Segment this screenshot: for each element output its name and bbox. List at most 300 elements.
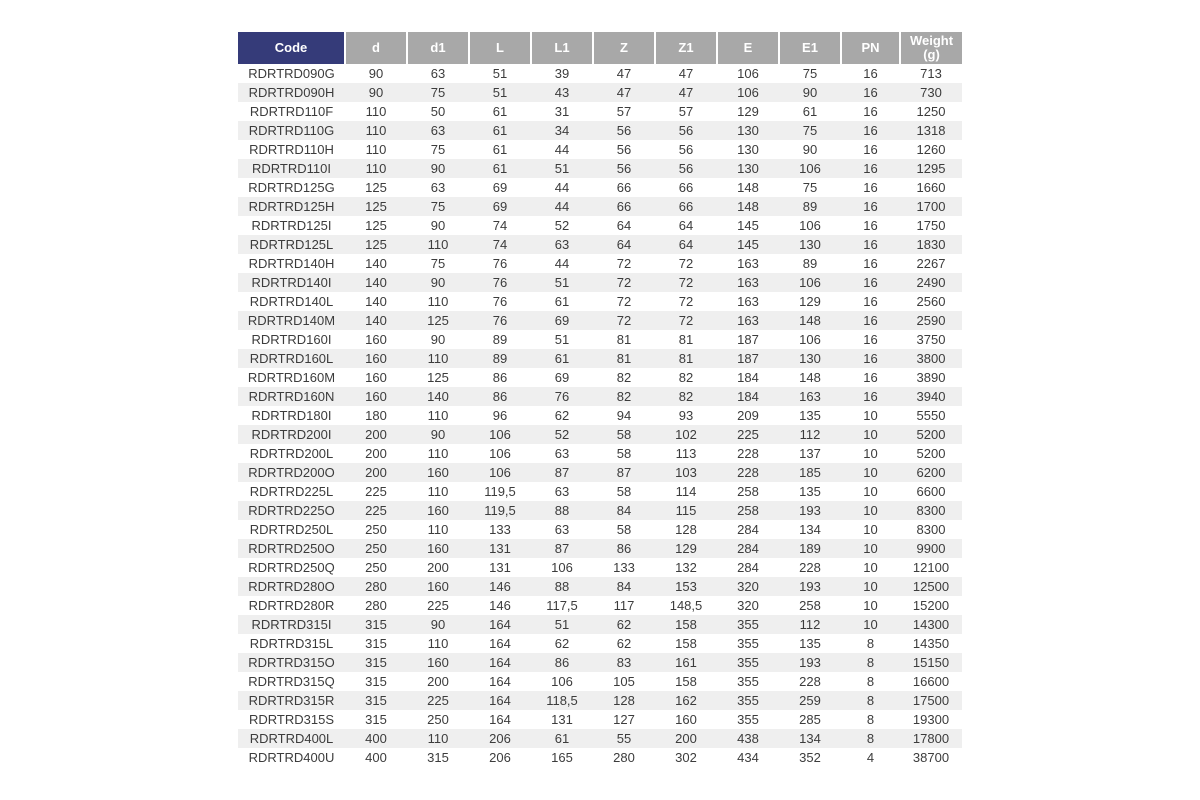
value-cell: 55 [616,731,632,746]
value-cell: 6600 [916,484,946,499]
value-cell: 81 [616,351,632,366]
value-cell: 47 [678,85,694,100]
value-cell: 148 [799,370,821,385]
value-cell: 730 [920,85,942,100]
value-cell: 75 [430,256,446,271]
value-cell: 146 [489,598,511,613]
value-cell: 148 [799,313,821,328]
value-cell: 2590 [916,313,946,328]
value-cell: 44 [554,256,570,271]
value-cell: 8 [866,655,875,670]
table-row [238,349,962,368]
value-cell: 114 [675,484,697,499]
value-cell: 72 [678,294,694,309]
value-cell: 12500 [912,579,950,594]
value-cell: 82 [678,389,694,404]
table-row [238,710,962,729]
value-cell: 72 [678,275,694,290]
value-cell: 90 [430,617,446,632]
value-cell: 284 [737,541,759,556]
value-cell: 315 [365,712,387,727]
code-cell: RDRTRD280R [248,598,335,613]
value-cell: 200 [427,560,449,575]
value-cell: 1260 [916,142,946,157]
value-cell: 164 [489,712,511,727]
value-cell: 315 [365,655,387,670]
value-cell: 106 [551,674,573,689]
value-cell: 160 [427,579,449,594]
code-cell: RDRTRD140M [247,313,336,328]
value-cell: 258 [799,598,821,613]
value-cell: 164 [489,617,511,632]
value-cell: 315 [365,636,387,651]
value-cell: 355 [737,655,759,670]
table-row [238,558,962,577]
value-cell: 2267 [916,256,946,271]
code-cell: RDRTRD315I [251,617,332,632]
value-cell: 184 [737,370,759,385]
value-cell: 16 [863,294,878,309]
value-cell: 8 [866,674,875,689]
value-cell: 130 [799,351,821,366]
value-cell: 69 [554,370,570,385]
value-cell: 113 [675,446,697,461]
value-cell: 125 [427,370,449,385]
value-cell: 320 [737,598,759,613]
value-cell: 2490 [916,275,946,290]
value-cell: 209 [737,408,759,423]
column-header-z1: Z1 [655,32,717,64]
value-cell: 140 [365,256,387,271]
value-cell: 133 [613,560,635,575]
column-header-weight: Weight (g) [900,32,962,64]
table-row [238,254,962,273]
value-cell: 62 [616,617,632,632]
table-row [238,444,962,463]
value-cell: 225 [427,598,449,613]
value-cell: 16 [863,275,878,290]
value-cell: 89 [802,256,818,271]
value-cell: 5200 [916,446,946,461]
value-cell: 112 [799,617,821,632]
value-cell: 140 [365,294,387,309]
value-cell: 145 [737,237,759,252]
value-cell: 352 [799,750,821,765]
value-cell: 1318 [916,123,946,138]
value-cell: 110 [427,237,449,252]
value-cell: 280 [365,598,387,613]
value-cell: 158 [675,636,697,651]
value-cell: 56 [616,161,632,176]
code-cell: RDRTRD110I [252,161,331,176]
code-cell: RDRTRD090H [248,85,335,100]
value-cell: 66 [616,199,632,214]
code-cell: RDRTRD200I [251,427,332,442]
table-row [238,102,962,121]
value-cell: 16 [863,161,878,176]
value-cell: 14350 [912,636,950,651]
value-cell: 10 [863,598,878,613]
value-cell: 34 [554,123,570,138]
value-cell: 225 [427,693,449,708]
value-cell: 72 [616,275,632,290]
value-cell: 44 [554,199,570,214]
value-cell: 57 [678,104,694,119]
table-row [238,748,962,767]
value-cell: 16 [863,351,878,366]
value-cell: 228 [799,674,821,689]
value-cell: 39 [554,66,570,81]
value-cell: 58 [616,522,632,537]
value-cell: 51 [554,275,570,290]
code-cell: RDRTRD315S [248,712,334,727]
code-cell: RDRTRD090G [248,66,335,81]
value-cell: 66 [678,180,694,195]
value-cell: 10 [863,560,878,575]
value-cell: 134 [799,731,821,746]
table-row [238,197,962,216]
value-cell: 160 [427,465,449,480]
code-cell: RDRTRD160I [251,332,332,347]
dimensions-table [238,32,962,767]
value-cell: 225 [365,484,387,499]
value-cell: 164 [489,693,511,708]
value-cell: 103 [675,465,697,480]
value-cell: 82 [616,389,632,404]
value-cell: 10 [863,446,878,461]
value-cell: 86 [492,370,508,385]
column-header-l1: L1 [531,32,593,64]
value-cell: 315 [365,693,387,708]
value-cell: 52 [554,427,570,442]
value-cell: 64 [678,237,694,252]
value-cell: 8 [866,693,875,708]
value-cell: 131 [489,560,511,575]
value-cell: 61 [554,294,570,309]
value-cell: 148,5 [669,598,703,613]
table-row [238,463,962,482]
value-cell: 10 [863,408,878,423]
value-cell: 130 [799,237,821,252]
value-cell: 90 [430,427,446,442]
value-cell: 110 [427,731,449,746]
value-cell: 134 [799,522,821,537]
value-cell: 8 [866,712,875,727]
value-cell: 16 [863,123,878,138]
value-cell: 1700 [916,199,946,214]
value-cell: 90 [430,332,446,347]
table-row [238,653,962,672]
value-cell: 90 [430,161,446,176]
value-cell: 164 [489,655,511,670]
value-cell: 76 [492,294,508,309]
value-cell: 193 [799,579,821,594]
value-cell: 160 [427,503,449,518]
table-row [238,729,962,748]
code-cell: RDRTRD180I [251,408,332,423]
value-cell: 160 [365,332,387,347]
value-cell: 1750 [916,218,946,233]
value-cell: 56 [678,161,694,176]
value-cell: 76 [492,313,508,328]
table-row [238,178,962,197]
value-cell: 128 [613,693,635,708]
value-cell: 280 [613,750,635,765]
value-cell: 5200 [916,427,946,442]
value-cell: 69 [554,313,570,328]
table-row [238,273,962,292]
value-cell: 115 [675,503,697,518]
value-cell: 84 [616,503,632,518]
value-cell: 74 [492,237,508,252]
value-cell: 355 [737,617,759,632]
value-cell: 106 [551,560,573,575]
value-cell: 58 [616,484,632,499]
code-cell: RDRTRD200L [249,446,334,461]
code-cell: RDRTRD140I [251,275,332,290]
value-cell: 160 [675,712,697,727]
value-cell: 132 [675,560,697,575]
value-cell: 63 [554,237,570,252]
table-row [238,121,962,140]
table-row [238,615,962,634]
value-cell: 3940 [916,389,946,404]
code-cell: RDRTRD140H [248,256,335,271]
code-cell: RDRTRD110G [248,123,335,138]
value-cell: 64 [616,218,632,233]
value-cell: 12100 [912,560,950,575]
value-cell: 129 [799,294,821,309]
value-cell: 129 [737,104,759,119]
table-row [238,691,962,710]
value-cell: 15150 [912,655,950,670]
code-cell: RDRTRD140L [249,294,334,309]
value-cell: 16 [863,218,878,233]
value-cell: 355 [737,674,759,689]
value-cell: 163 [737,256,759,271]
value-cell: 61 [554,351,570,366]
value-cell: 161 [675,655,697,670]
table-row [238,83,962,102]
value-cell: 63 [554,522,570,537]
value-cell: 1660 [916,180,946,195]
value-cell: 31 [554,104,570,119]
table-row [238,368,962,387]
value-cell: 10 [863,579,878,594]
value-cell: 102 [675,427,697,442]
value-cell: 76 [492,256,508,271]
value-cell: 87 [616,465,632,480]
value-cell: 61 [492,104,508,119]
code-cell: RDRTRD125H [248,199,335,214]
value-cell: 16600 [912,674,950,689]
value-cell: 9900 [916,541,946,556]
value-cell: 250 [365,560,387,575]
value-cell: 10 [863,465,878,480]
value-cell: 16 [863,370,878,385]
value-cell: 118,5 [546,693,578,708]
value-cell: 38700 [912,750,950,765]
value-cell: 125 [365,180,387,195]
table-row [238,520,962,539]
value-cell: 51 [554,332,570,347]
code-cell: RDRTRD315R [248,693,335,708]
value-cell: 148 [737,199,759,214]
value-cell: 184 [737,389,759,404]
value-cell: 61 [492,123,508,138]
value-cell: 89 [492,351,508,366]
value-cell: 86 [554,655,570,670]
value-cell: 162 [675,693,697,708]
value-cell: 228 [799,560,821,575]
value-cell: 158 [675,674,697,689]
value-cell: 43 [554,85,570,100]
code-cell: RDRTRD125G [248,180,335,195]
value-cell: 106 [799,275,821,290]
value-cell: 135 [799,636,821,651]
table-row [238,140,962,159]
code-cell: RDRTRD315L [249,636,334,651]
code-cell: RDRTRD250O [248,541,335,556]
value-cell: 16 [863,389,878,404]
value-cell: 93 [678,408,694,423]
value-cell: 355 [737,693,759,708]
value-cell: 117,5 [546,598,578,613]
value-cell: 228 [737,446,759,461]
value-cell: 250 [365,522,387,537]
value-cell: 438 [737,731,759,746]
value-cell: 106 [799,218,821,233]
code-cell: RDRTRD250Q [248,560,335,575]
value-cell: 90 [368,66,384,81]
value-cell: 5550 [916,408,946,423]
value-cell: 62 [554,636,570,651]
value-cell: 72 [616,294,632,309]
value-cell: 125 [365,218,387,233]
column-header-l: L [469,32,531,64]
value-cell: 200 [365,446,387,461]
value-cell: 89 [492,332,508,347]
value-cell: 193 [799,655,821,670]
value-cell: 258 [737,484,759,499]
column-header-pn: PN [841,32,900,64]
value-cell: 3800 [916,351,946,366]
value-cell: 75 [802,180,818,195]
value-cell: 74 [492,218,508,233]
code-cell: RDRTRD225L [249,484,334,499]
value-cell: 63 [430,66,446,81]
value-cell: 140 [365,275,387,290]
value-cell: 63 [430,123,446,138]
value-cell: 146 [489,579,511,594]
value-cell: 180 [365,408,387,423]
value-cell: 400 [365,750,387,765]
value-cell: 16 [863,180,878,195]
value-cell: 64 [616,237,632,252]
value-cell: 81 [678,351,694,366]
value-cell: 62 [554,408,570,423]
value-cell: 61 [802,104,818,119]
value-cell: 315 [365,617,387,632]
value-cell: 72 [678,256,694,271]
value-cell: 47 [678,66,694,81]
code-cell: RDRTRD160L [249,351,334,366]
value-cell: 228 [737,465,759,480]
value-cell: 76 [554,389,570,404]
value-cell: 280 [365,579,387,594]
code-cell: RDRTRD250L [249,522,334,537]
table-row [238,406,962,425]
table-row [238,292,962,311]
value-cell: 250 [365,541,387,556]
value-cell: 81 [678,332,694,347]
value-cell: 110 [427,636,449,651]
value-cell: 56 [678,142,694,157]
value-cell: 16 [863,85,878,100]
table-row [238,311,962,330]
code-cell: RDRTRD400U [248,750,335,765]
value-cell: 51 [554,617,570,632]
value-cell: 130 [737,161,759,176]
value-cell: 130 [737,123,759,138]
value-cell: 117 [613,598,635,613]
value-cell: 63 [554,446,570,461]
value-cell: 206 [489,750,511,765]
value-cell: 47 [616,85,632,100]
value-cell: 187 [737,332,759,347]
value-cell: 69 [492,180,508,195]
value-cell: 75 [430,199,446,214]
value-cell: 165 [551,750,573,765]
value-cell: 153 [675,579,697,594]
value-cell: 10 [863,427,878,442]
value-cell: 81 [616,332,632,347]
value-cell: 90 [802,85,818,100]
value-cell: 63 [554,484,570,499]
value-cell: 225 [365,503,387,518]
value-cell: 158 [675,617,697,632]
value-cell: 62 [616,636,632,651]
value-cell: 125 [427,313,449,328]
code-cell: RDRTRD200O [248,465,335,480]
value-cell: 51 [492,66,508,81]
value-cell: 1250 [916,104,946,119]
table-row [238,64,962,83]
value-cell: 88 [554,503,570,518]
value-cell: 16 [863,199,878,214]
value-cell: 96 [492,408,508,423]
value-cell: 51 [492,85,508,100]
value-cell: 16 [863,142,878,157]
table-body [238,64,962,767]
value-cell: 87 [554,465,570,480]
value-cell: 185 [799,465,821,480]
value-cell: 315 [427,750,449,765]
value-cell: 302 [675,750,697,765]
table-row [238,216,962,235]
value-cell: 225 [737,427,759,442]
value-cell: 131 [489,541,511,556]
value-cell: 8 [866,731,875,746]
value-cell: 47 [616,66,632,81]
value-cell: 106 [489,427,511,442]
value-cell: 58 [616,427,632,442]
value-cell: 200 [365,427,387,442]
value-cell: 10 [863,617,878,632]
column-header-z: Z [593,32,655,64]
value-cell: 90 [430,218,446,233]
value-cell: 76 [492,275,508,290]
